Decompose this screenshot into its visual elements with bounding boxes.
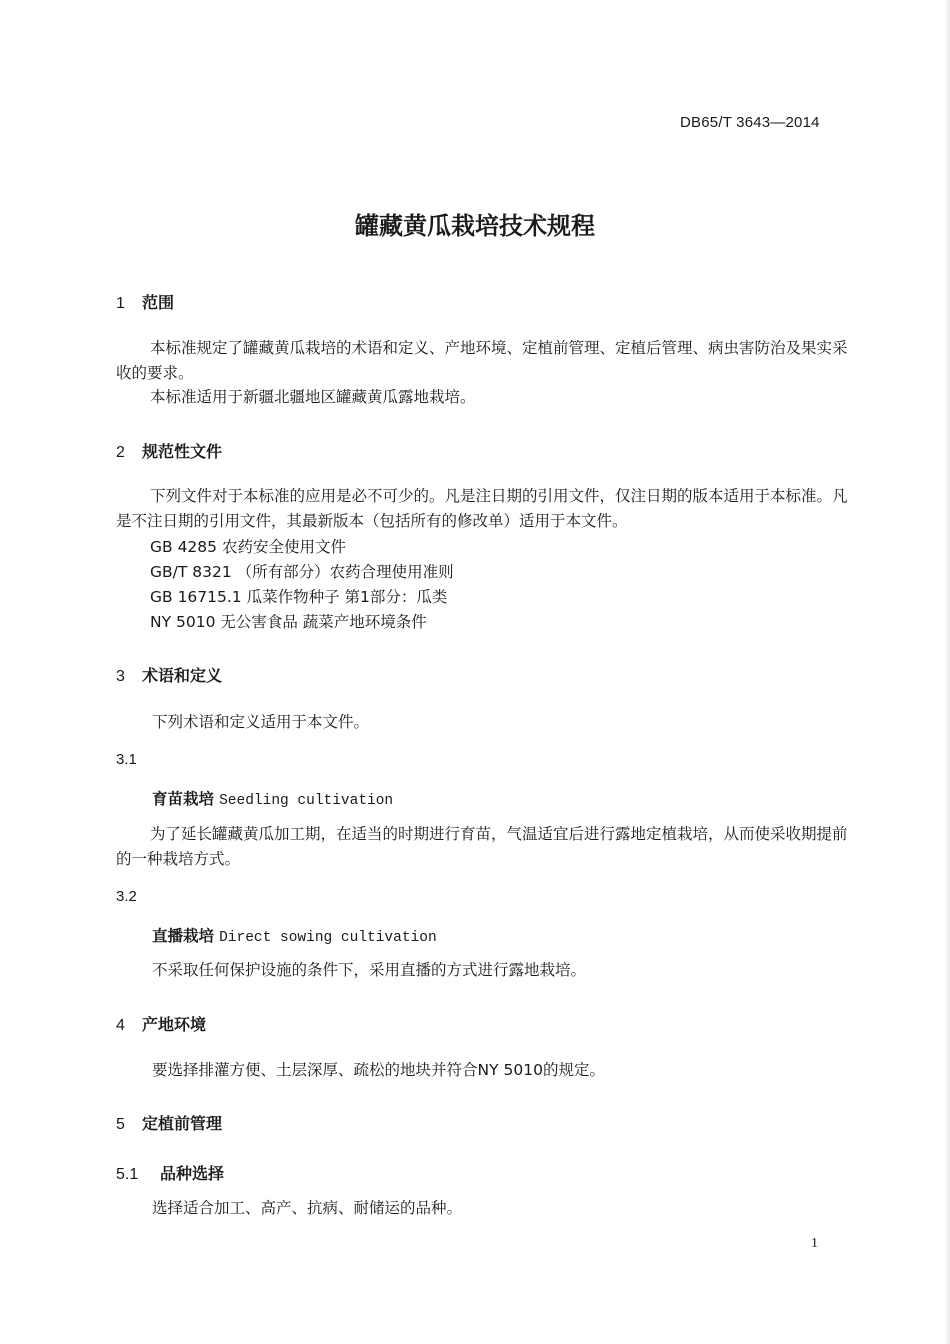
subsection-title: 品种选择 [160, 1164, 225, 1183]
paragraph: 本标准规定了罐藏黄瓜栽培的术语和定义、产地环境、定植前管理、定植后管理、病虫害防治及果实采收的要求。 [116, 339, 848, 382]
term-english: Seedling cultivation [219, 793, 394, 809]
reference-item: GB 16715.1 瓜菜作物种子 第1部分：瓜类 [150, 588, 448, 606]
section-number: 4 [116, 1017, 125, 1034]
reference-item: NY 5010 无公害食品 蔬菜产地环境条件 [150, 613, 427, 631]
paragraph: 下列文件对于本标准的应用是必不可少的。凡是注日期的引用文件，仅注日期的版本适用于本标准。凡是不注日期的引用文件，其最新版本（包括所有的修改单）适用于本文件。 [116, 487, 848, 530]
paragraph: 下列术语和定义适用于本文件。 [152, 713, 370, 731]
section-number: 5 [116, 1116, 125, 1133]
section-title: 产地环境 [142, 1015, 207, 1034]
section-title: 规范性文件 [142, 442, 223, 461]
term-chinese: 育苗栽培 [152, 790, 215, 808]
subsection-number: 5.1 [116, 1166, 139, 1183]
section-title: 范围 [142, 293, 175, 312]
page-number: 1 [811, 1236, 818, 1251]
term-english: Direct sowing cultivation [219, 930, 437, 946]
section-number: 2 [116, 444, 125, 461]
section-title: 定植前管理 [142, 1114, 223, 1133]
paragraph: 选择适合加工、高产、抗病、耐储运的品种。 [152, 1199, 463, 1217]
section-number: 3 [116, 668, 125, 685]
paragraph: 要选择排灌方便、土层深厚、疏松的地块并符合NY 5010的规定。 [152, 1061, 605, 1079]
term-number: 3.1 [116, 751, 137, 768]
section-1-heading [116, 290, 174, 313]
subsection-5-1-heading [116, 1161, 224, 1184]
section-title: 术语和定义 [142, 666, 223, 685]
page-edge [944, 0, 950, 1344]
reference-item: GB 4285 农药安全使用文件 [150, 538, 346, 556]
document-title: 罐藏黄瓜栽培技术规程 [355, 212, 595, 240]
term-heading [152, 787, 393, 809]
reference-item: GB/T 8321 （所有部分）农药合理使用准则 [150, 563, 454, 581]
term-heading [152, 924, 437, 946]
term-chinese: 直播栽培 [152, 927, 215, 945]
section-4-heading [116, 1012, 206, 1035]
section-2-heading [116, 439, 222, 462]
term-definition: 不采取任何保护设施的条件下，采用直播的方式进行露地栽培。 [152, 961, 587, 979]
paragraph: 本标准适用于新疆北疆地区罐藏黄瓜露地栽培。 [150, 388, 476, 406]
term-number: 3.2 [116, 888, 137, 905]
term-definition: 为了延长罐藏黄瓜加工期，在适当的时期进行育苗，气温适宜后进行露地定植栽培，从而使采收期提前的一种栽培方式。 [116, 825, 848, 868]
section-5-heading [116, 1111, 222, 1134]
section-number: 1 [116, 295, 125, 312]
standard-code: DB65/T 3643—2014 [680, 114, 820, 131]
section-3-heading [116, 663, 222, 686]
